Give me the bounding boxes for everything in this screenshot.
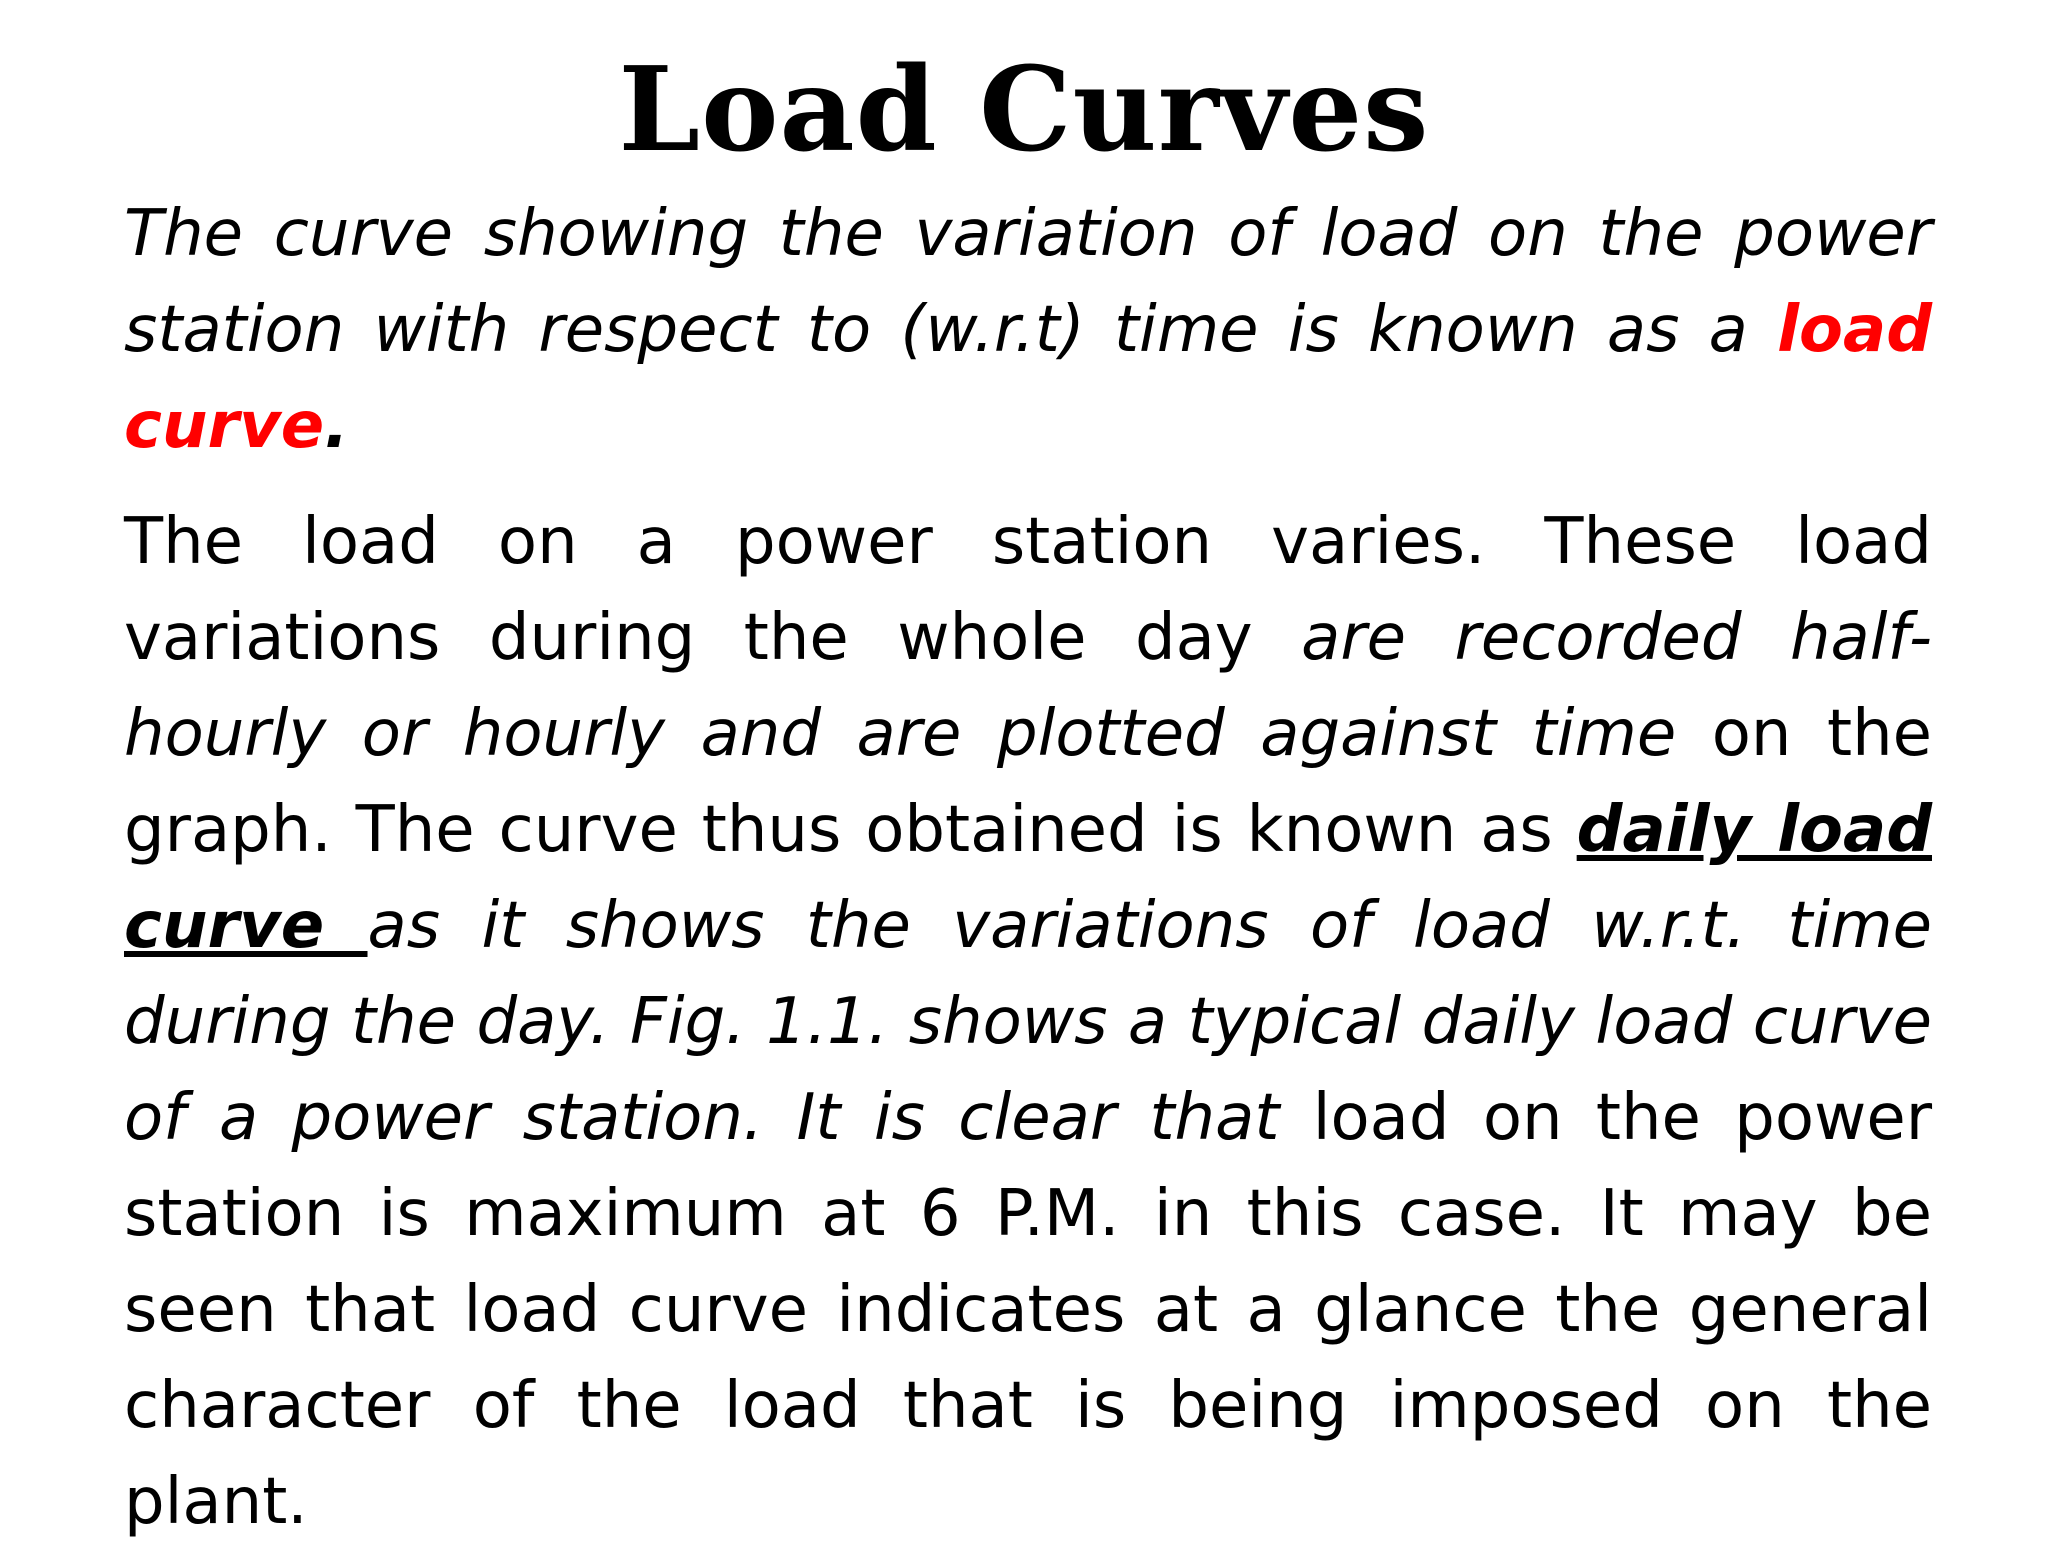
definition-period: . [324,389,349,463]
explanation-text-5: load on the power station is maximum at 6 P.M. in this case. It may be seen that load curve indicates at a glance the general character of the load that is being imposed on the plant. [124,1081,1933,1539]
slide-title: Load Curves [618,42,1430,178]
daily-load-curve-term: daily load curve [124,793,1932,963]
explanation-text-2: are recorded half-hourly or hourly and are plotted against time [124,601,1932,771]
explanation-text-3: on the graph. The curve thus obtained is known as [124,697,1932,867]
load-curve-term: load curve [124,293,1932,463]
explanation-paragraph [124,494,1932,1550]
explanation-text-4: as it shows the variations of load w.r.t. time during the day. Fig. 1.1. shows a typical daily load curve of a power station. It is clear that [124,889,1933,1155]
explanation-text-1: The load on a power station varies. These load variations during the whole day [124,505,1932,675]
definition-paragraph [124,186,1932,474]
definition-text: The curve showing the variation of load on the power station with respect to (w.r.t) time is known as a [124,197,1932,367]
